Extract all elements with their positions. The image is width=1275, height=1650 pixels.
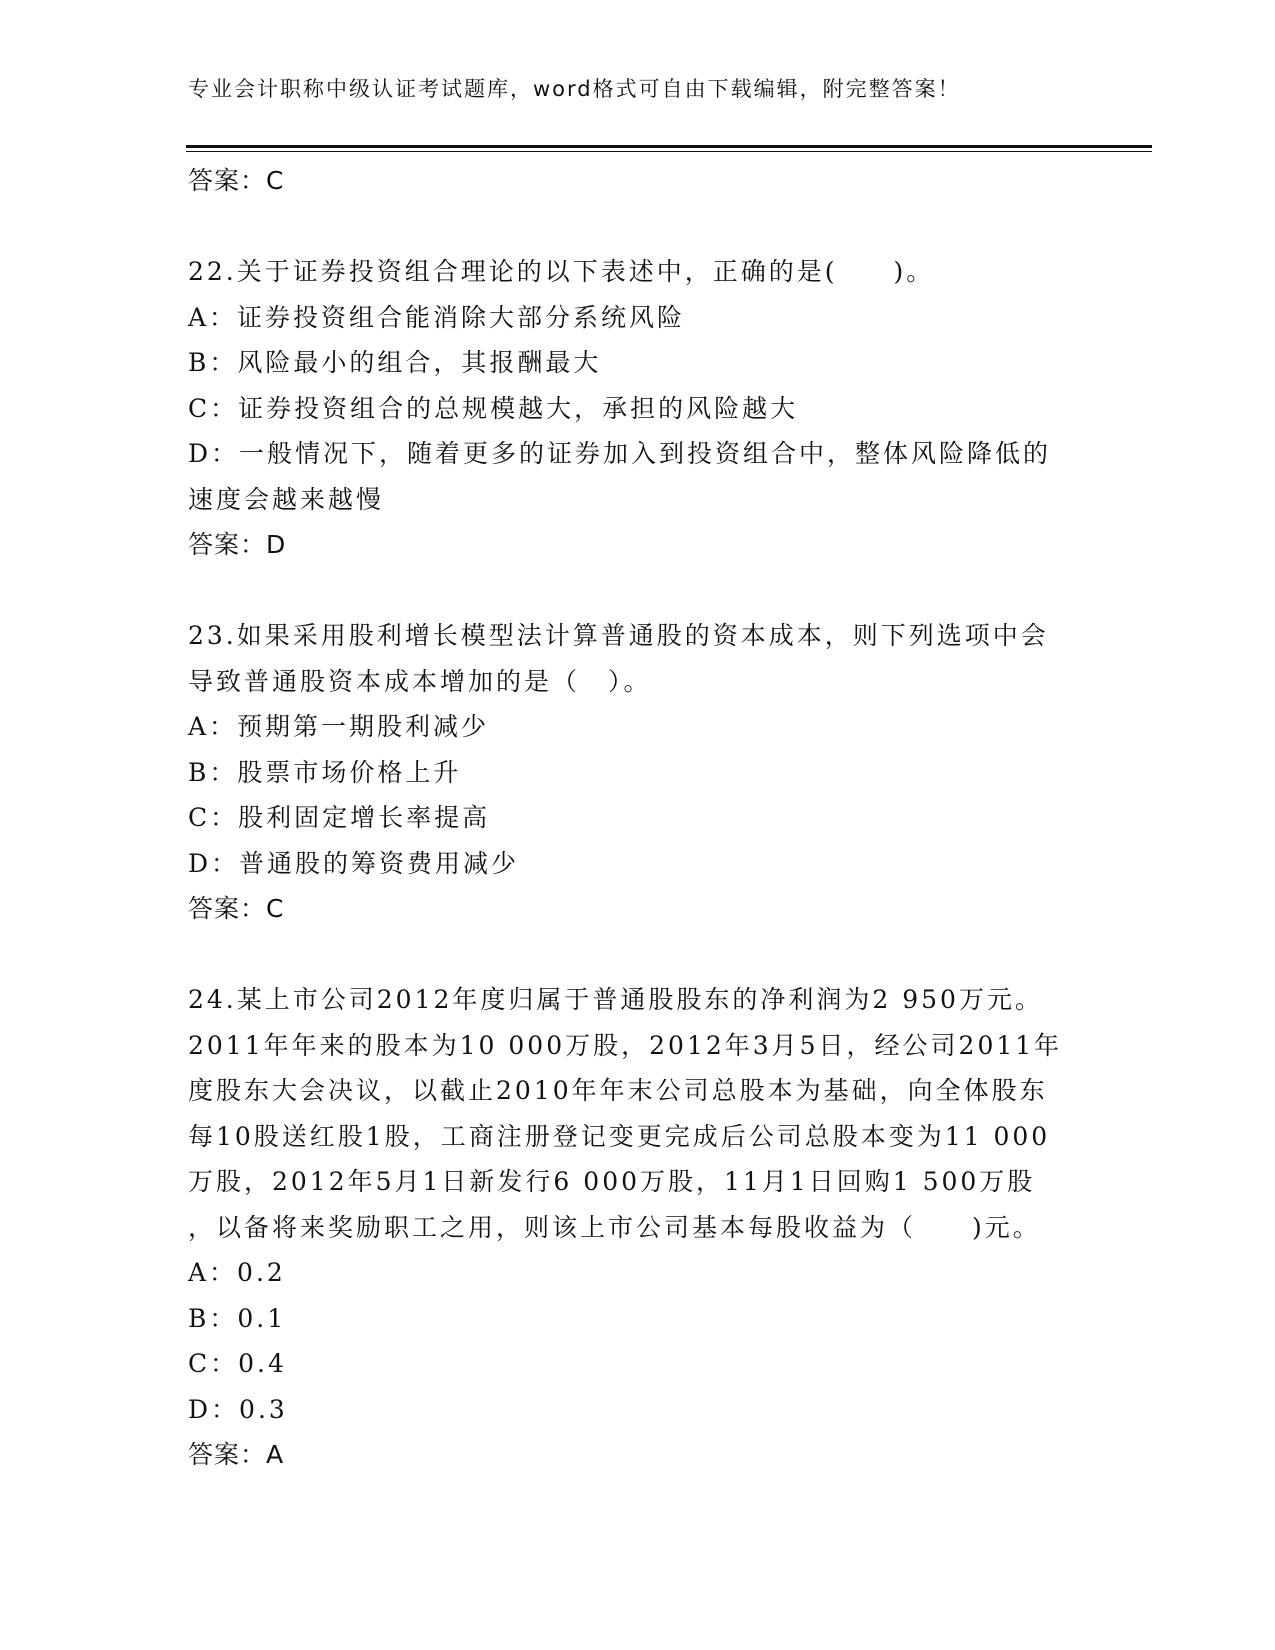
option-c: C：0.4	[188, 1349, 287, 1378]
question-stem: 24.某上市公司2012年度归属于普通股股东的净利润为2 950万元。	[188, 985, 1043, 1014]
spacer	[188, 204, 1088, 250]
option-a: A：0.2	[188, 1258, 286, 1287]
option-d: D：一般情况下，随着更多的证券加入到投资组合中，整体风险降低的	[188, 439, 1052, 468]
option-d: D：0.3	[188, 1394, 288, 1424]
answer: 答案：D	[188, 530, 287, 559]
answer: 答案：A	[188, 1440, 285, 1469]
option-d: D：普通股的筹资费用减少	[188, 848, 520, 878]
question-stem-continuation: 每10股送红股1股，工商注册登记变更完成后公司总股本变为11 000	[188, 1121, 1051, 1151]
option-a: A：证券投资组合能消除大部分系统风险	[188, 302, 686, 332]
previous-answer: 答案：C	[188, 166, 285, 195]
question-stem: 22.关于证券投资组合理论的以下表述中，正确的是( )。	[188, 257, 935, 286]
option-d-continuation: 速度会越来越慢	[188, 484, 385, 514]
page-header: 专业会计职称中级认证考试题库，word格式可自由下载编辑，附完整答案！	[188, 77, 961, 101]
option-a: A：预期第一期股利减少	[188, 712, 490, 741]
spacer	[188, 932, 1088, 978]
option-c: C：证券投资组合的总规模越大，承担的风险越大	[188, 393, 799, 423]
question-stem: 23.如果采用股利增长模型法计算普通股的资本成本，则下列选项中会	[188, 621, 1049, 650]
header-rule-thin	[186, 151, 1152, 152]
option-c: C：股利固定增长率提高	[188, 803, 491, 832]
question-stem-continuation: 导致普通股资本成本增加的是（ ）。	[188, 666, 652, 696]
option-b: B：股票市场价格上升	[188, 757, 462, 787]
question-stem-continuation: 2011年年来的股本为10 000万股，2012年3月5日，经公司2011年	[188, 1030, 1063, 1060]
question-content	[188, 158, 1088, 1478]
spacer	[188, 568, 1088, 614]
question-stem-continuation: 万股，2012年5月1日新发行6 000万股，11月1日回购1 500万股	[188, 1167, 1036, 1196]
question-stem-continuation: ，以备将来奖励职工之用，则该上市公司基本每股收益为（ )元。	[188, 1212, 1041, 1242]
answer: 答案：C	[188, 894, 285, 923]
question-stem-continuation: 度股东大会决议，以截止2010年年末公司总股本为基础，向全体股东	[188, 1076, 1048, 1105]
question-23	[188, 613, 1088, 932]
question-22	[188, 249, 1088, 568]
question-24	[188, 977, 1088, 1478]
option-b: B：0.1	[188, 1303, 287, 1333]
option-b: B：风险最小的组合，其报酬最大	[188, 348, 602, 377]
header-rule-thick	[186, 145, 1152, 148]
